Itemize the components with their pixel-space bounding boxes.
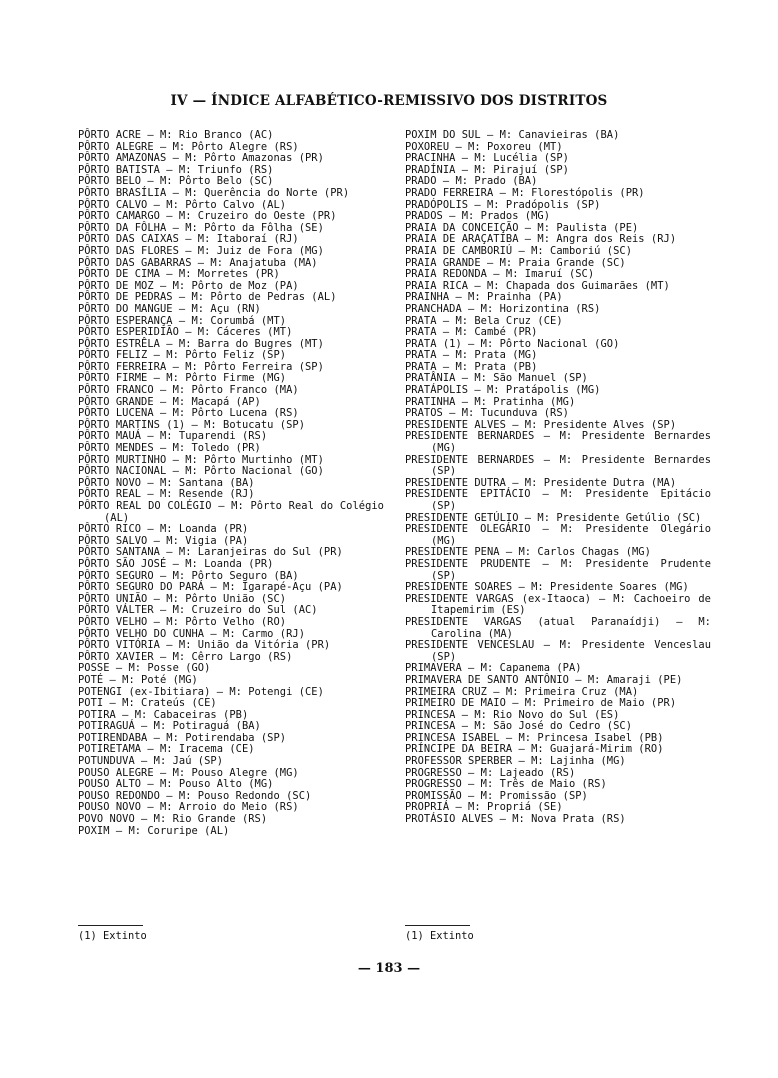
index-entry: POTIRENDABA — M: Potirendaba (SP) xyxy=(78,731,287,744)
index-entry: PRESIDENTE PENA — M: Carlos Chagas (MG) xyxy=(405,546,651,559)
index-entry: PÔRTO VELHO — M: Pôrto Velho (RO) xyxy=(78,615,287,628)
index-entry: PÔRTO VÁLTER — M: Cruzeiro do Sul (AC) xyxy=(78,604,318,617)
page-title: IV — ÍNDICE ALFABÉTICO-REMISSIVO DOS DISTRITOS xyxy=(170,93,608,109)
index-entry: PÔRTO SANTANA — M: Laranjeiras do Sul (PR) xyxy=(78,546,343,559)
index-entry: PÔRTO REAL — M: Resende (RJ) xyxy=(78,488,255,501)
index-entry: PRESIDENTE VENCESLAU — M: Presidente Venceslau (SP) xyxy=(405,639,711,663)
index-entry: PRAIA REDONDA — M: Imaruí (SC) xyxy=(405,268,595,281)
index-entry: PÔRTO VITÓRIA — M: União da Vitória (PR) xyxy=(78,639,331,652)
index-entry: PÔRTO AMAZONAS — M: Pôrto Amazonas (PR) xyxy=(78,152,324,165)
index-entry: POSSE — M: Posse (GO) xyxy=(78,662,211,675)
index-entry: PÔRTO DE MOZ — M: Pôrto de Moz (PA) xyxy=(78,279,299,292)
index-entry: PÔRTO DE PEDRAS — M: Pôrto de Pedras (AL) xyxy=(78,291,337,304)
index-entry: PRESIDENTE BERNARDES — M: Presidente Bernardes (MG) xyxy=(405,430,711,455)
index-entry: PRESIDENTE DUTRA — M: Presidente Dutra (MA) xyxy=(405,476,677,489)
index-entry: POUSO REDONDO — M: Pouso Redondo (SC) xyxy=(78,789,312,802)
index-entry: PROFESSOR SPERBER — M: Lajinha (MG) xyxy=(405,755,626,768)
index-entry: PRESIDENTE OLEGÁRIO — M: Presidente Olegário (MG) xyxy=(405,523,711,547)
index-entry: POTIRAGUÁ — M: Potiraguá (BA) xyxy=(78,720,261,733)
index-entry: PÔRTO MENDES — M: Toledo (PR) xyxy=(78,442,261,455)
index-entry: PÔRTO NACIONAL — M: Pôrto Nacional (GO) xyxy=(78,465,324,478)
index-entry: PRAIA RICA — M: Chapada dos Guimarães (MT) xyxy=(405,279,670,292)
index-entry: PRESIDENTE EPITÁCIO — M: Presidente Epitácio (SP) xyxy=(405,488,711,512)
index-entry: PÔRTO MARTINS (1) — M: Botucatu (SP) xyxy=(78,418,306,431)
index-entry: PÔRTO SALVO — M: Vigia (PA) xyxy=(78,534,249,547)
index-entry: PÔRTO DAS FLORES — M: Juiz de Fora (MG) xyxy=(78,244,324,257)
index-entry: PÔRTO FELIZ — M: Pôrto Feliz (SP) xyxy=(78,349,287,362)
index-entry: POTIRA — M: Cabaceiras (PB) xyxy=(78,708,249,721)
footnote-rule-right xyxy=(405,925,470,926)
index-entry: PRESIDENTE SOARES — M: Presidente Soares (MG) xyxy=(405,581,689,594)
index-entry: PRATÂNIA — M: São Manuel (SP) xyxy=(405,372,588,385)
index-entry: PRESIDENTE VARGAS (ex-Itaoca) — M: Cachoeiro de Itapemirim (ES) xyxy=(405,592,711,617)
index-entry: PRIMAVERA DE SANTO ANTÔNIO — M: Amaraji (PE) xyxy=(405,673,683,686)
index-entry: PÔRTO DO MANGUE — M: Açu (RN) xyxy=(78,302,261,315)
index-entry: PÔRTO RICO — M: Loanda (PR) xyxy=(78,523,249,536)
index-entry: PÔRTO BELO — M: Pôrto Belo (SC) xyxy=(78,175,274,188)
index-entry: POTÉ — M: Poté (MG) xyxy=(78,673,198,686)
index-entry: PÔRTO CALVO — M: Pôrto Calvo (AL) xyxy=(78,198,287,211)
index-entry: PRATA — M: Bela Cruz (CE) xyxy=(405,314,563,327)
index-entry: POTENGI (ex-Ibitiara) — M: Potengi (CE) xyxy=(78,685,324,698)
index-entry: PRAIA DE CAMBORIÚ — M: Camboriú (SC) xyxy=(405,244,633,257)
index-entry: PÔRTO FIRME — M: Pôrto Firme (MG) xyxy=(78,372,287,385)
index-entry: PROGRESSO — M: Três de Maio (RS) xyxy=(405,778,607,791)
index-entry: PÔRTO SEGURO — M: Pôrto Seguro (BA) xyxy=(78,569,299,582)
index-entry: PRIMEIRO DE MAIO — M: Primeiro de Maio (PR) xyxy=(405,697,677,710)
index-entry: PÔRTO SÃO JOSÉ — M: Loanda (PR) xyxy=(78,557,274,570)
index-entry: PRESIDENTE PRUDENTE — M: Presidente Prudente (SP) xyxy=(405,557,711,582)
index-entry: POXIM — M: Coruripe (AL) xyxy=(78,824,230,837)
index-entry: PRIMEIRA CRUZ — M: Primeira Cruz (MA) xyxy=(405,685,639,698)
index-entry: PÔRTO ESTRÊLA — M: Barra do Bugres (MT) xyxy=(78,337,324,350)
index-entry: PÔRTO ESPERANÇA — M: Corumbá (MT) xyxy=(78,314,287,327)
index-entry: PRESIDENTE ALVES — M: Presidente Alves (SP) xyxy=(405,418,677,431)
index-entry: PÔRTO FRANCO — M: Pôrto Franco (MA) xyxy=(78,384,299,397)
left-column xyxy=(78,130,384,837)
index-entry: PÔRTO GRANDE — M: Macapá (AP) xyxy=(78,395,261,408)
index-entry: PRADÍNIA — M: Pirajuí (SP) xyxy=(405,163,569,176)
index-entry: PRATA (1) — M: Pôrto Nacional (GO) xyxy=(405,337,620,350)
index-entry: PRINCESA ISABEL — M: Princesa Isabel (PB) xyxy=(405,731,664,744)
index-entry: PRESIDENTE GETÚLIO — M: Presidente Getúlio (SC) xyxy=(405,511,702,524)
index-entry: PRATA — M: Cambé (PR) xyxy=(405,326,538,339)
index-entry: PRADO — M: Prado (BA) xyxy=(405,175,538,188)
index-entry: PRATÁPOLIS — M: Pratápolis (MG) xyxy=(405,384,601,397)
index-entry: PRAIA DE ARAÇATIBA — M: Angra dos Reis (RJ) xyxy=(405,233,677,246)
index-entry: POTUNDUVA — M: Jaú (SP) xyxy=(78,755,224,768)
index-entry: POXIM DO SUL — M: Canavieiras (BA) xyxy=(405,129,620,141)
index-entry: PÔRTO DAS CAIXAS — M: Itaboraí (RJ) xyxy=(78,233,299,246)
index-entry: PROGRESSO — M: Lajeado (RS) xyxy=(405,766,576,779)
index-entry: PRINCESA — M: São José do Cedro (SC) xyxy=(405,720,633,733)
index-entry: PRADOS — M: Prados (MG) xyxy=(405,210,551,223)
index-entry: PRADÓPOLIS — M: Pradópolis (SP) xyxy=(405,198,601,211)
index-entry: POUSO ALEGRE — M: Pouso Alegre (MG) xyxy=(78,766,299,779)
index-entry: PÔRTO VELHO DO CUNHA — M: Carmo (RJ) xyxy=(78,627,306,640)
index-entry: PROPRIÁ — M: Propriá (SE) xyxy=(405,801,563,814)
footnote-rule-left xyxy=(78,925,143,926)
index-entry: POTIRETAMA — M: Iracema (CE) xyxy=(78,743,255,756)
index-entry: PÔRTO MAUÁ — M: Tuparendi (RS) xyxy=(78,430,268,443)
index-entry: PÔRTO SEGURO DO PARÁ — M: Igarapé-Açu (PA) xyxy=(78,581,343,594)
index-entry: POUSO NOVO — M: Arroio do Meio (RS) xyxy=(78,801,299,814)
index-entry: PÔRTO XAVIER — M: Cêrro Largo (RS) xyxy=(78,650,293,663)
index-entry: PÔRTO DA FÔLHA — M: Pôrto da Fôlha (SE) xyxy=(78,221,324,234)
index-entry: PÔRTO ALEGRE — M: Pôrto Alegre (RS) xyxy=(78,140,299,153)
footnote-left: (1) Extinto xyxy=(78,930,147,942)
index-entry: PÔRTO NOVO — M: Santana (BA) xyxy=(78,476,255,489)
right-column xyxy=(405,130,711,826)
index-entry: POXOREU — M: Poxoreu (MT) xyxy=(405,140,563,153)
index-entry: PÔRTO REAL DO COLÉGIO — M: Pôrto Real do Colégio (AL) xyxy=(78,500,384,524)
index-entry: PRESIDENTE VARGAS (atual Paranaídji) — M: Carolina (MA) xyxy=(405,615,711,640)
index-entry: POTI — M: Crateús (CE) xyxy=(78,697,217,710)
index-entry: PRAIA DA CONCEIÇÃO — M: Paulista (PE) xyxy=(405,221,639,234)
index-entry: PRATINHA — M: Pratinha (MG) xyxy=(405,395,576,408)
index-entry: POUSO ALTO — M: Pouso Alto (MG) xyxy=(78,778,274,791)
index-entry: PRESIDENTE BERNARDES — M: Presidente Bernardes (SP) xyxy=(405,453,711,478)
index-entry: POVO NOVO — M: Rio Grande (RS) xyxy=(78,813,268,826)
index-entry: PÔRTO FERREIRA — M: Pôrto Ferreira (SP) xyxy=(78,360,324,373)
index-entry: PROTÁSIO ALVES — M: Nova Prata (RS) xyxy=(405,813,626,826)
index-entry: PRADO FERREIRA — M: Florestópolis (PR) xyxy=(405,186,645,199)
index-entry: PROMISSÃO — M: Promissão (SP) xyxy=(405,789,588,802)
index-entry: PÔRTO UNIÃO — M: Pôrto União (SC) xyxy=(78,592,287,605)
index-entry: PRACINHA — M: Lucélia (SP) xyxy=(405,152,569,165)
index-entry: PÔRTO DE CIMA — M: Morretes (PR) xyxy=(78,268,280,281)
index-entry: PÔRTO ACRE — M: Rio Branco (AC) xyxy=(78,129,274,141)
index-entry: PRÍNCIPE DA BEIRA — M: Guajará-Mirim (RO) xyxy=(405,743,664,756)
page-number: — 183 — xyxy=(357,961,421,976)
index-entry: PRIMAVERA — M: Capanema (PA) xyxy=(405,662,582,675)
index-entry: PRAINHA — M: Prainha (PA) xyxy=(405,291,563,304)
index-entry: PÔRTO ESPERIDIÃO — M: Cáceres (MT) xyxy=(78,326,293,339)
index-entry: PÔRTO BATISTA — M: Triunfo (RS) xyxy=(78,163,274,176)
index-entry: PRANCHADA — M: Horizontina (RS) xyxy=(405,302,601,315)
index-entry: PÔRTO CAMARGO — M: Cruzeiro do Oeste (PR) xyxy=(78,210,337,223)
index-entry: PRATA — M: Prata (MG) xyxy=(405,349,538,362)
index-entry: PÔRTO BRASÍLIA — M: Querência do Norte (PR) xyxy=(78,186,350,199)
index-entry: PRINCESA — M: Rio Novo do Sul (ES) xyxy=(405,708,620,721)
index-entry: PRAIA GRANDE — M: Praia Grande (SC) xyxy=(405,256,626,269)
footnote-right: (1) Extinto xyxy=(405,930,474,942)
index-entry: PRATA — M: Prata (PB) xyxy=(405,360,538,373)
index-entry: PRATOS — M: Tucunduva (RS) xyxy=(405,407,569,420)
index-entry: PÔRTO DAS GABARRAS — M: Anajatuba (MA) xyxy=(78,256,318,269)
index-entry: PÔRTO MURTINHO — M: Pôrto Murtinho (MT) xyxy=(78,453,324,466)
index-entry: PÔRTO LUCENA — M: Pôrto Lucena (RS) xyxy=(78,407,299,420)
